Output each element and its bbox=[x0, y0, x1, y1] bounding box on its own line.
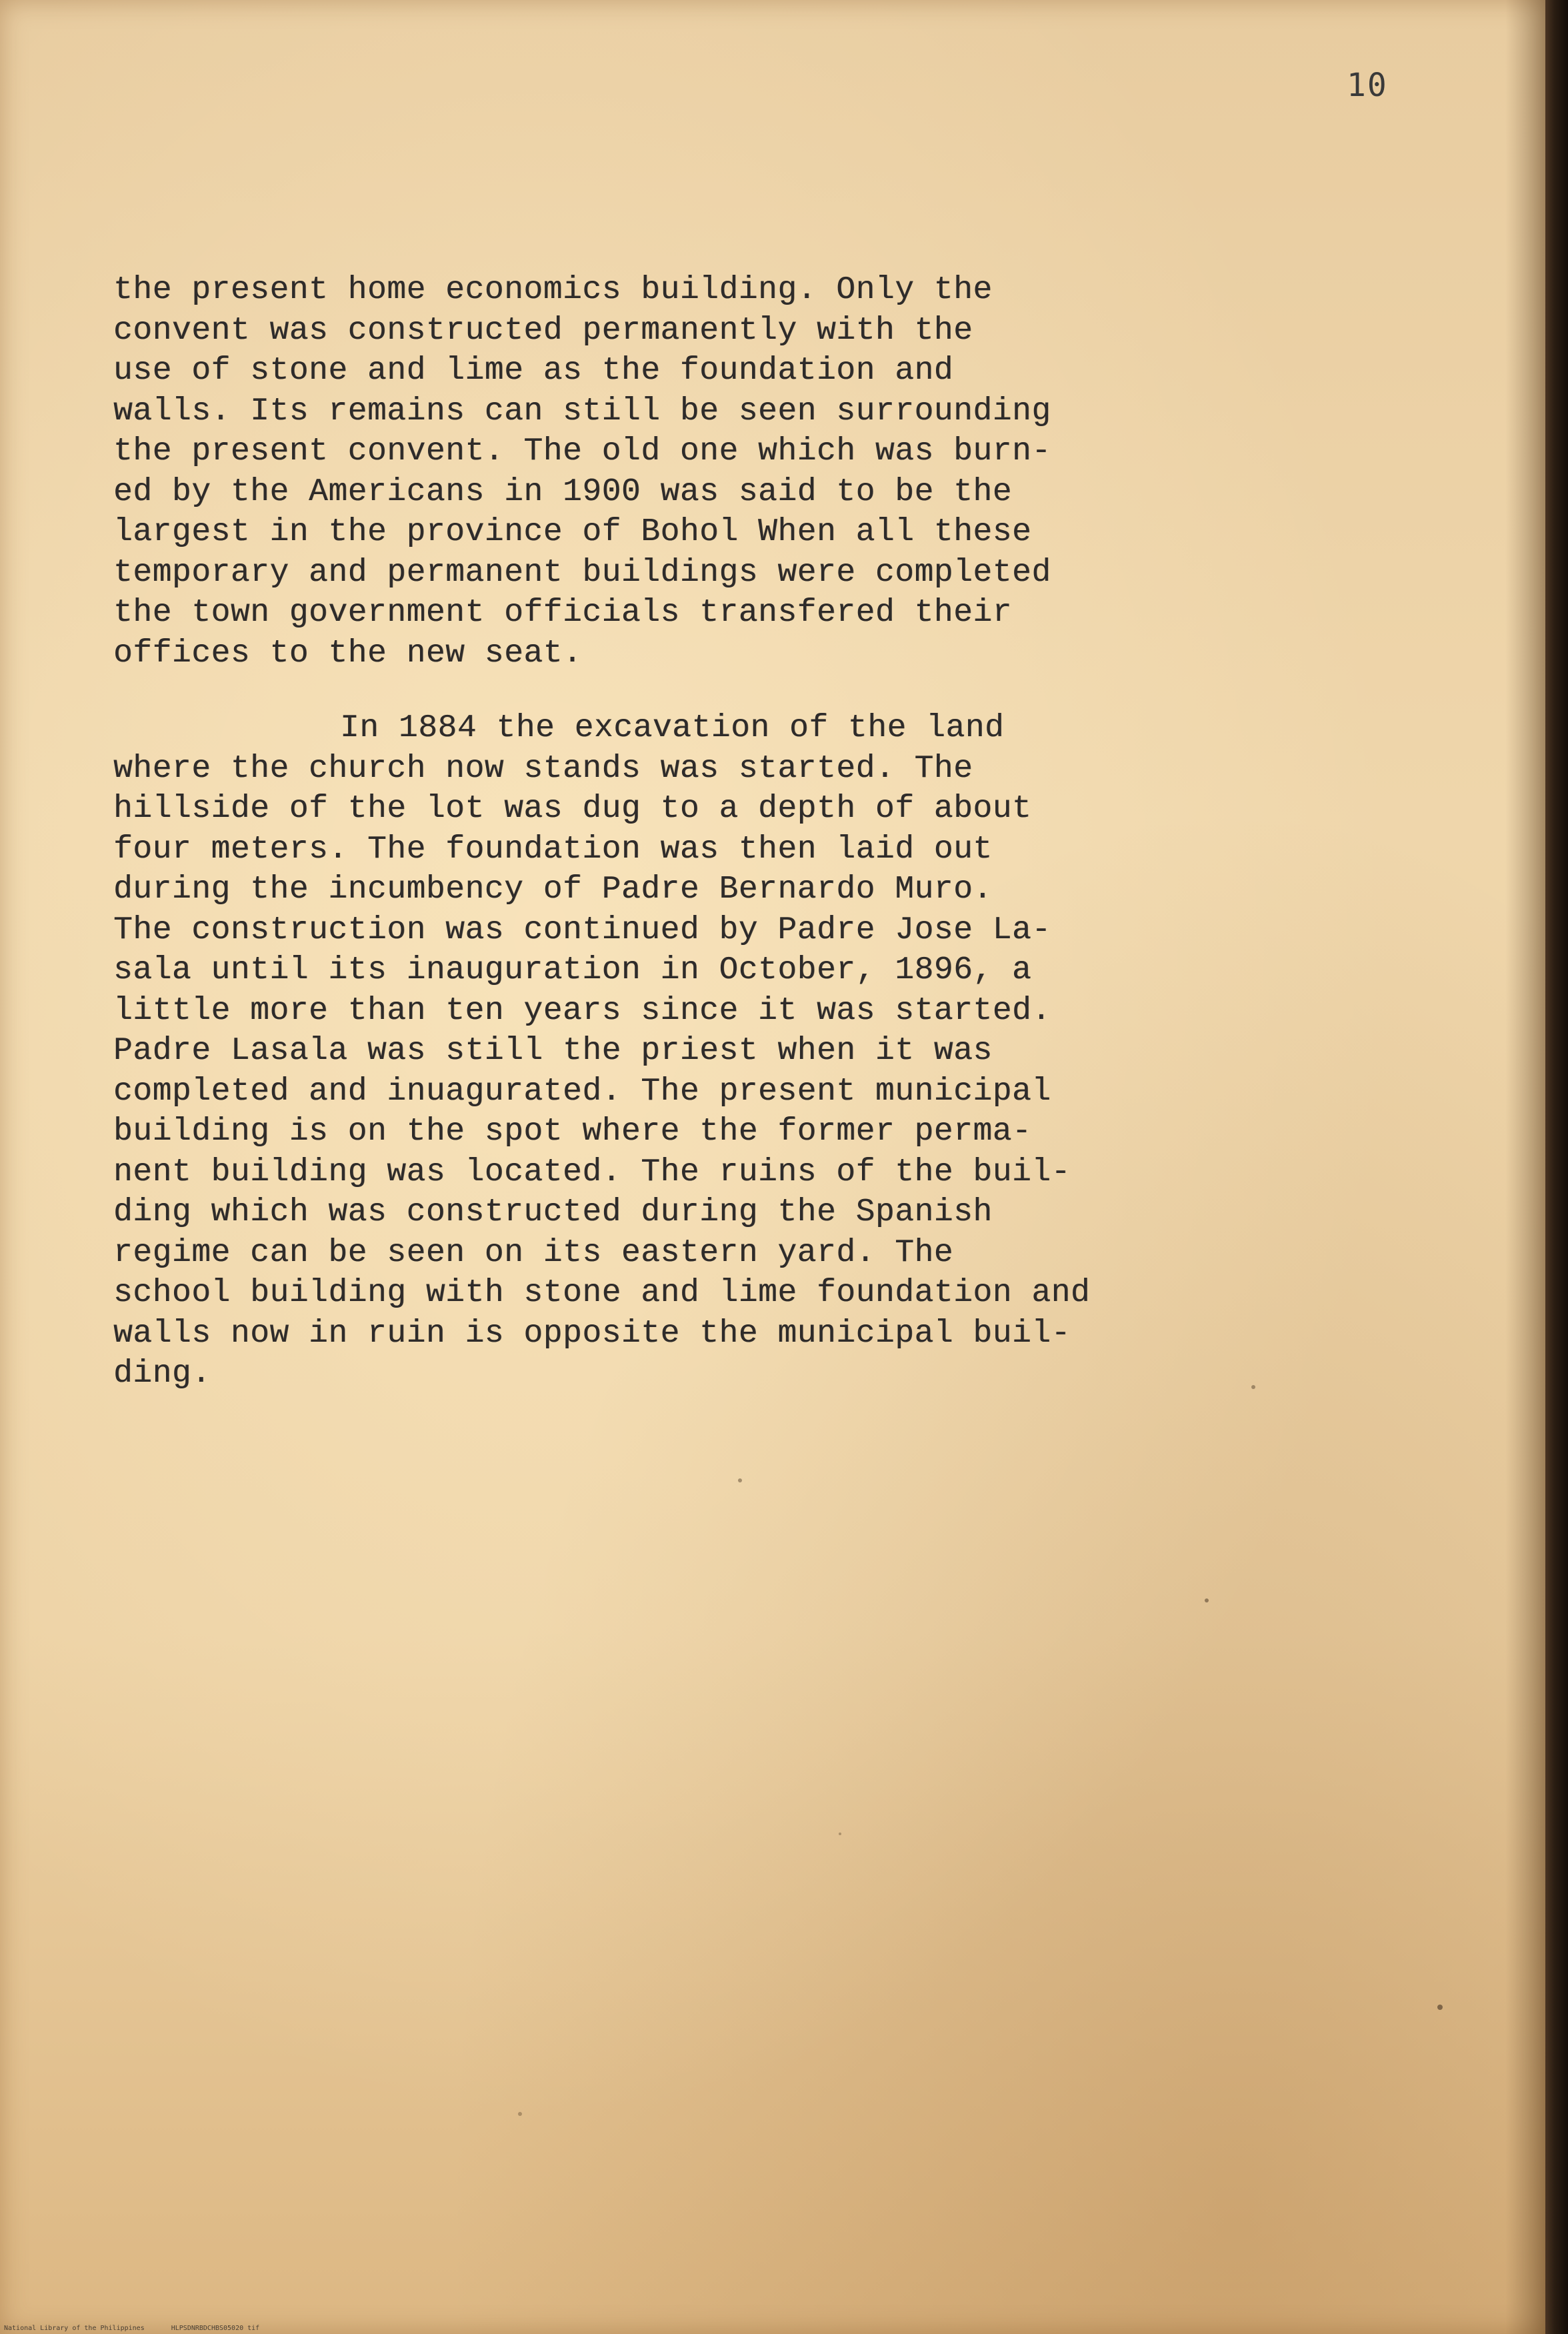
text-line: convent was constructed permanently with the bbox=[113, 312, 973, 349]
text-line: four meters. The foundation was then laid out bbox=[113, 831, 993, 868]
text-line: temporary and permanent buildings were completed bbox=[113, 554, 1051, 591]
scan-footer bbox=[4, 2325, 259, 2332]
text-line: walls now in ruin is opposite the municipal buil- bbox=[113, 1315, 1071, 1352]
text-line: Padre Lasala was still the priest when it was bbox=[113, 1033, 993, 1069]
typed-text-body bbox=[113, 270, 1313, 1394]
text-line: school building with stone and lime foundation and bbox=[113, 1275, 1091, 1311]
paragraph-1 bbox=[113, 270, 1313, 674]
text-line: ding. bbox=[113, 1356, 211, 1392]
text-line: little more than ten years since it was started. bbox=[113, 992, 1051, 1029]
text-line: hillside of the lot was dug to a depth of about bbox=[113, 791, 1032, 827]
text-line: nent building was located. The ruins of the buil- bbox=[113, 1154, 1071, 1190]
text-line: largest in the province of Bohol When all these bbox=[113, 514, 1032, 550]
library-credit: National Library of the Philippines bbox=[4, 2325, 145, 2332]
text-line: the present convent. The old one which was burn- bbox=[113, 433, 1051, 469]
text-line: use of stone and lime as the foundation and bbox=[113, 353, 954, 389]
text-line: completed and inuagurated. The present municipal bbox=[113, 1073, 1051, 1110]
text-line: during the incumbency of Padre Bernardo Muro. bbox=[113, 872, 993, 908]
file-name: HLPSDNRBDCHBS05020 tif bbox=[171, 2325, 260, 2332]
text-line: the present home economics building. Only the bbox=[113, 272, 993, 308]
paragraph-2 bbox=[113, 708, 1313, 1394]
text-line: ed by the Americans in 1900 was said to be the bbox=[113, 473, 1013, 510]
text-line: offices to the new seat. bbox=[113, 635, 583, 672]
text-line: The construction was continued by Padre Jose La- bbox=[113, 912, 1051, 948]
text-line: ding which was constructed during the Spanish bbox=[113, 1194, 993, 1230]
text-line: In 1884 the excavation of the land bbox=[340, 710, 1005, 746]
text-line: sala until its inauguration in October, 1896, a bbox=[113, 952, 1032, 988]
text-line: building is on the spot where the former perma- bbox=[113, 1114, 1032, 1150]
book-binding-edge bbox=[1545, 0, 1568, 2334]
text-line: walls. Its remains can still be seen surrounding bbox=[113, 393, 1051, 429]
text-line: the town government officials transfered their bbox=[113, 595, 1013, 631]
page-number: 10 bbox=[1347, 67, 1388, 104]
text-line: regime can be seen on its eastern yard. The bbox=[113, 1234, 954, 1271]
text-line: where the church now stands was started. The bbox=[113, 750, 973, 787]
